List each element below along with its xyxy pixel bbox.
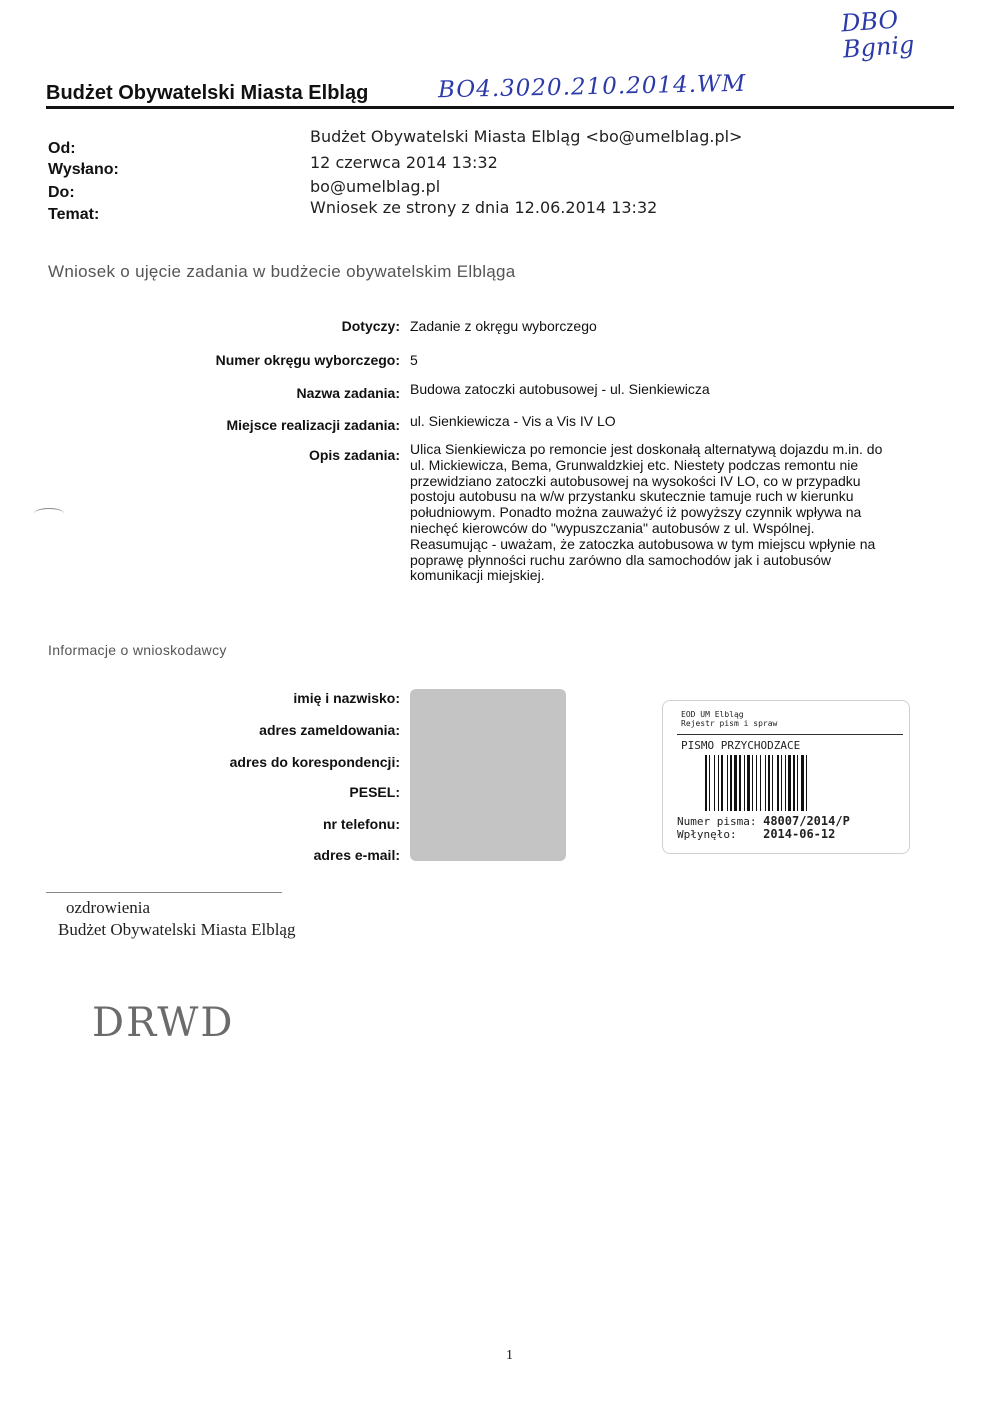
meta-value-subject: Wniosek ze strony z dnia 12.06.2014 13:32 [310,198,658,217]
barcode [705,755,881,811]
handwritten-reference: BO4.3020.210.2014.WM [437,70,747,104]
field-label-task-name: Nazwa zadania: [296,385,400,401]
closing-greeting: ozdrowienia [66,898,151,917]
field-label-location: Miejsce realizacji zadania: [226,417,400,433]
field-value-concerns: Zadanie z okręgu wyborczego [410,318,597,334]
applicant-label-pesel: PESEL: [349,784,400,800]
field-value-location: ul. Sienkiewicza - Vis a Vis IV LO [410,413,616,429]
field-label-description: Opis zadania: [308,447,400,463]
field-label-district: Numer okręgu wyborczego: [215,352,400,368]
applicant-label-name: imię i nazwisko: [293,690,400,706]
applicant-section-title: Informacje o wnioskodawcy [48,642,227,658]
registry-stamp [662,700,910,854]
description-line: ul. Mickiewicza, Bema, Grunwaldzkiej etc. Niestety podczas remontu nie [410,456,859,473]
description-line: przewidziano zatoczki autobusowej na wysokości IV LO, co w przypadku [410,472,861,489]
field-value-district: 5 [410,352,418,368]
sender-title: Budżet Obywatelski Miasta Elbląg [46,82,369,104]
meta-label-from: Od: [48,140,76,157]
handwritten-initials: DRWD [92,1000,235,1046]
stamp-number-label: Numer pisma: [677,815,757,828]
field-value-task-name: Budowa zatoczki autobusowej - ul. Sienkiewicza [410,381,710,397]
signature-rule [46,892,282,893]
handwritten-corner-line: DBO [840,5,900,38]
stamp-registry: Rejestr pism i spraw [681,719,778,728]
redaction-box [410,689,566,861]
meta-label-subject: Temat: [48,206,100,223]
stamp-number-value: 48007/2014/P [763,814,850,828]
meta-value-to: bo@umelblag.pl [310,177,441,196]
stamp-rule [677,734,903,735]
description-line: południowym. Ponadto można zauważyć iż powyższy czynnik wpływa na [410,504,862,521]
applicant-label-email: adres e-mail: [313,847,400,863]
stamp-date-label: Wpłynęło: [677,828,737,841]
stamp-office: EOD UM Elbląg [681,710,744,719]
meta-value-sent: 12 czerwca 2014 13:32 [310,153,498,172]
description-line: Reasumując - uważam, że zatoczka autobusowa w tym miejscu wpłynie na [410,535,876,552]
form-title: Wniosek o ujęcie zadania w budżecie obywatelskim Elbląga [48,262,516,281]
stamp-number-row [677,814,850,828]
stamp-date-value: 2014-06-12 [763,827,836,841]
header-rule [46,106,954,109]
applicant-label-correspondence: adres do korespondencji: [229,754,400,770]
description-line: niechęć kierowców do "wypuszczania" autobusów z ul. Wspólnej. [410,519,815,536]
description-line: poprawę płynności ruchu zarówno dla samochodów jak i autobusów [410,551,832,568]
description-line: postoju autobusu na w/w przystanku skutecznie tamuje ruch w kierunku [410,488,854,505]
page-number: 1 [506,1348,513,1363]
closing-sender: Budżet Obywatelski Miasta Elbląg [58,920,296,939]
handwritten-corner-line: Bgnig [842,30,916,64]
field-label-concerns: Dotyczy: [341,318,400,334]
meta-value-from: Budżet Obywatelski Miasta Elbląg <bo@umelblag.pl> [310,127,743,146]
task-description [410,442,950,584]
description-line: Ulica Sienkiewicza po remoncie jest doskonałą alternatywą dojazdu m.in. do [410,441,883,457]
stamp-date-row [677,827,835,841]
meta-label-sent: Wysłano: [48,161,119,178]
meta-label-to: Do: [48,184,75,201]
handwritten-corner-note [840,6,915,63]
description-line: komunikacji miejskiej. [410,567,545,584]
stamp-document-type: PISMO PRZYCHODZACE [681,739,801,752]
applicant-label-address: adres zameldowania: [259,722,400,738]
applicant-label-phone: nr telefonu: [323,816,400,832]
scan-mark [34,508,64,519]
